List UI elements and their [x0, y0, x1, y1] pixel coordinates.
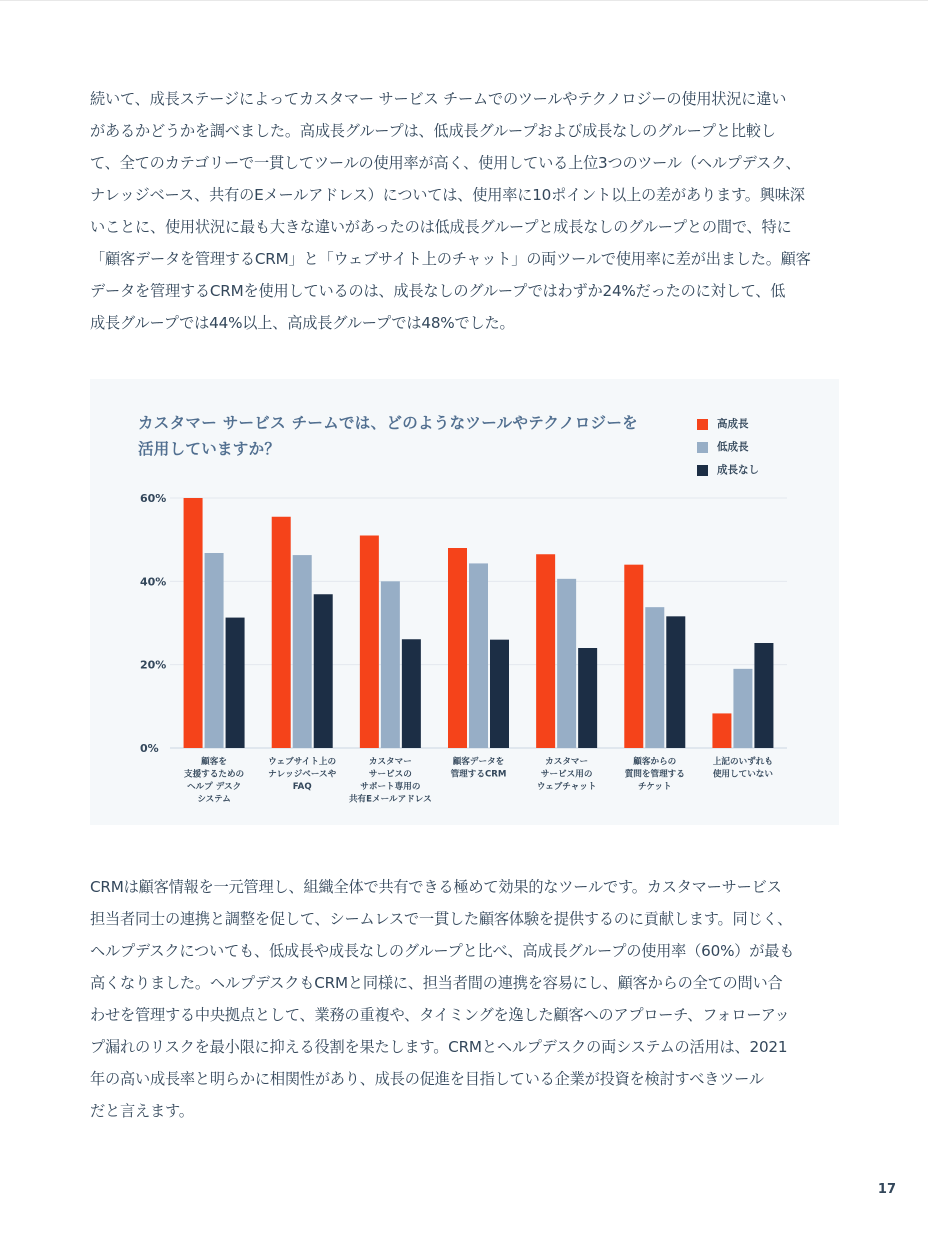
- paragraph-line: 「顧客データを管理するCRM」と「ウェブサイト上のチャット」の両ツールで使用率に差が出ました。顧客: [90, 250, 811, 268]
- paragraph-line: だと言えます。: [90, 1102, 194, 1120]
- y-tick-label: 20%: [140, 658, 167, 672]
- bar: [448, 548, 467, 748]
- bar: [557, 579, 576, 748]
- x-tick-label: システム: [197, 794, 231, 805]
- body-paragraph: [90, 871, 840, 1127]
- tools-usage-chart: [90, 379, 839, 825]
- x-tick-label: ウェブチャット: [536, 782, 597, 792]
- x-tick-label: 支援するための: [183, 769, 245, 780]
- paragraph-line: CRMは顧客情報を一元管理し、組織全体で共有できる極めて効果的なツールです。カスタマーサービス: [90, 878, 782, 896]
- legend-label: 低成長: [717, 441, 749, 453]
- y-tick-label: 60%: [140, 492, 167, 505]
- bar: [666, 616, 685, 748]
- y-tick-label: 0%: [140, 742, 159, 755]
- x-tick-label: 使用していない: [712, 769, 774, 780]
- paragraph-line: 続いて、成長ステージによってカスタマー サービス チームでのツールやテクノロジーの使用状況に違い: [90, 90, 787, 108]
- bar: [578, 648, 597, 748]
- x-tick-label: 顧客を: [201, 757, 227, 767]
- x-tick-label: サービスの: [368, 769, 412, 780]
- x-tick-label: ヘルプ デスク: [186, 782, 242, 792]
- x-tick-label: カスタマー: [545, 757, 589, 767]
- x-tick-label: カスタマー: [368, 757, 412, 767]
- page-number: 17: [877, 1182, 896, 1197]
- legend-label: 高成長: [717, 418, 749, 430]
- x-tick-label: 顧客からの: [633, 757, 677, 767]
- bar: [712, 713, 731, 748]
- bar: [733, 669, 752, 748]
- x-tick-label: チケット: [637, 782, 672, 792]
- paragraph-line: 成長グループでは44%以上、高成長グループでは48%でした。: [90, 314, 515, 332]
- paragraph-line: て、全てのカテゴリーで一貫してツールの使用率が高く、使用している上位3つのツール（ヘルプデスク、: [90, 154, 801, 172]
- intro-paragraph: [90, 83, 840, 339]
- paragraph-line: データを管理するCRMを使用しているのは、成長なしのグループではわずか24%だったのに対して、低: [90, 282, 786, 300]
- x-tick-label: 上記のいずれも: [712, 757, 774, 767]
- paragraph-line: があるかどうかを調べました。高成長グループは、低成長グループおよび成長なしのグループと比較し: [90, 122, 776, 140]
- bar: [360, 536, 379, 749]
- paragraph-line: 担当者同士の連携と調整を促して、シームレスで一貫した顧客体験を提供するのに貢献します。同じく、: [90, 910, 793, 928]
- paragraph-line: わせを管理する中央拠点として、業務の重複や、タイミングを逸した顧客へのアプローチ、フォローアッ: [90, 1006, 790, 1024]
- paragraph-line: いことに、使用状況に最も大きな違いがあったのは低成長グループと成長なしのグループとの間で、特に: [90, 218, 792, 236]
- paragraph-line: 高くなりました。ヘルプデスクもCRMと同様に、担当者間の連携を容易にし、顧客からの全ての問い合: [90, 974, 783, 992]
- bar: [381, 581, 400, 748]
- x-tick-label: 顧客データを: [452, 757, 505, 767]
- bar: [469, 563, 488, 748]
- bar: [226, 618, 245, 748]
- x-tick-label: 管理するCRM: [450, 769, 507, 780]
- bar: [536, 554, 555, 748]
- bar: [754, 643, 773, 748]
- y-tick-label: 40%: [140, 575, 167, 589]
- x-tick-label: サポート専用の: [360, 782, 421, 792]
- bar: [184, 498, 203, 748]
- bar: [402, 639, 421, 748]
- x-tick-label: ナレッジベースや: [268, 769, 337, 780]
- legend-label: 成長なし: [717, 464, 759, 476]
- bar: [490, 640, 509, 748]
- paragraph-line: ヘルプデスクについても、低成長や成長なしのグループと比べ、高成長グループの使用率（60%）が最も: [90, 942, 795, 960]
- x-tick-label: サービス用の: [540, 769, 593, 780]
- bar: [624, 565, 643, 748]
- bar: [205, 553, 224, 748]
- chart-title-line: カスタマー サービス チームでは、どのようなツールやテクノロジーを: [138, 414, 638, 432]
- x-tick-label: 質問を管理する: [624, 769, 685, 780]
- x-tick-label: 共有Eメールアドレス: [348, 794, 432, 805]
- chart-title-line: 活用していますか？: [138, 440, 281, 458]
- x-tick-label: FAQ: [292, 782, 312, 792]
- chart-plot: [90, 379, 839, 825]
- x-tick-label: ウェブサイト上の: [268, 757, 337, 767]
- top-rule: [0, 0, 928, 1]
- bar: [293, 555, 312, 748]
- bar: [272, 517, 291, 748]
- paragraph-line: ナレッジベース、共有のEメールアドレス）については、使用率に10ポイント以上の差があります。興味深: [90, 186, 805, 204]
- bar: [314, 594, 333, 748]
- bar: [645, 607, 664, 748]
- paragraph-line: プ漏れのリスクを最小限に抑える役割を果たします。CRMとヘルプデスクの両システムの活用は、2021: [90, 1038, 788, 1056]
- paragraph-line: 年の高い成長率と明らかに相関性があり、成長の促進を目指している企業が投資を検討すべきツール: [90, 1070, 764, 1088]
